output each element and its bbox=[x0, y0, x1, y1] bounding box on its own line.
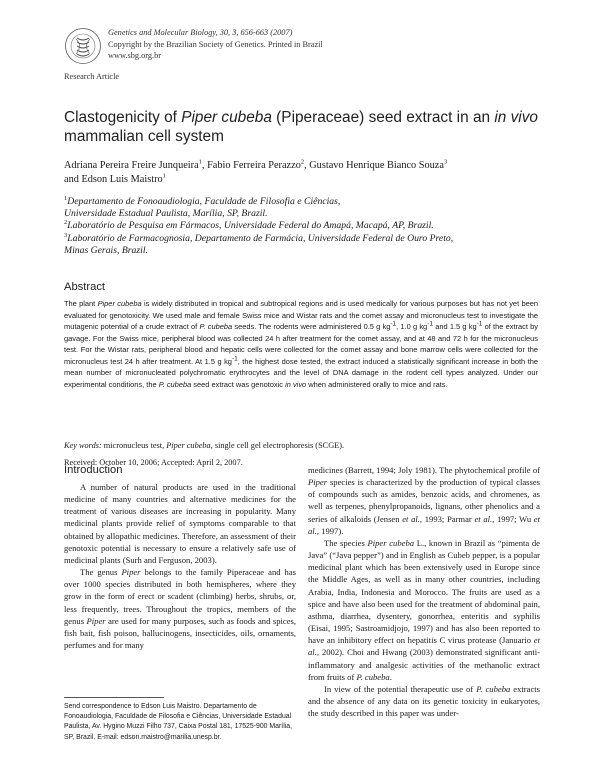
journal-copyright: Copyright by the Brazilian Society of Genetics. Printed in Brazil bbox=[108, 39, 323, 49]
paragraph: The species Piper cubeba L., known in Brazil as “pimenta de Java” (“Java pepper”) and in English as Cubeb pepper, is a popular medicinal plant which has been extensively used in Europe since the Middle Ages, as well as in many other countries, including Arabia, India, Indonesia and Morocco. The fruits are used as a spice and have also been used for the treatment of abdominal pain, asthma, diarrhea, dysentery, gonorrhea, enteritis and syphilis (Eisai, 1995; Sastroamidjojo, 1997) and has also been reported to have an inhibitory effect on hepatitis C virus protease (Januario et al., 2002). Choi and Hwang (2003) demonstrated significant anti-inflammatory and analgesic activities of the methanolic extract from fruits of P. cubeba. bbox=[308, 537, 540, 682]
journal-url: www.sbg.org.br bbox=[108, 51, 162, 60]
body-column-left bbox=[64, 481, 296, 651]
affiliation-2: $^2$Laboratório de Pesquisa em Fármacos, Universidade Federal do Amapá, Macapá, AP, Brazil. bbox=[64, 219, 434, 232]
paragraph: A number of natural products are used in the traditional medicine of many countries and alternative medicines for the treatment of various diseases are increasing in popularity. Many medicinal plants provide relief of symptoms comparable to that obtained by allopathic medicines. Therefore, an assessment of their genotoxic potential is necessary to ensure a relatively safe use of medicinal plants (Surh and Ferguson, 2003). bbox=[64, 482, 296, 565]
journal-header bbox=[108, 27, 323, 62]
body-column-right bbox=[308, 464, 540, 719]
journal-citation: Genetics and Molecular Biology, 30, 3, 656-663 (2007) bbox=[108, 28, 293, 37]
keywords: Key words: micronucleus test, Piper cubeba, single cell gel electrophoresis (SCGE). bbox=[64, 441, 345, 450]
abstract-heading: Abstract bbox=[64, 281, 106, 293]
footnote-divider bbox=[64, 697, 164, 698]
paragraph: In view of the potential therapeutic use of P. cubeba extracts and the absence of any data on its genetic toxicity in eukaryotes, the study described in this paper was under- bbox=[308, 683, 540, 719]
article-title: Clastogenicity of Piper cubeba (Piperaceae) seed extract in an in vivo mammalian cell system bbox=[64, 109, 538, 145]
correspondence-footnote: Send correspondence to Edson Luis Maistro. Departamento de Fonoaudiologia, Faculdade de Filosofia e Ciências, Universidade Estadual Paulista, Av. Hygino Muzzi Filho 737, Caixa Postal 181, 17525-900 Marília, SP, Brazil. E-mail: edson.maistro@marilia.unesp.br. bbox=[64, 703, 293, 741]
article-type: Research Article bbox=[64, 72, 120, 81]
author-list: Adriana Pereira Freire Junqueira$^1$, Fabio Ferreira Perazzo$^2$, Gustavo Henrique Bianco Souza$^3$ and Edson Luis Maistro$^1$ bbox=[64, 158, 448, 185]
affiliations bbox=[64, 196, 544, 257]
journal-logo-icon bbox=[64, 27, 102, 65]
affiliation-1: $^1$Departamento de Fonoaudiologia, Faculdade de Filosofia e Ciências, Universidade Estadual Paulista, Marília, SP, Brazil. bbox=[64, 194, 341, 220]
affiliation-3: $^3$Laboratório de Farmacognosia, Departamento de Farmácia, Universidade Federal de Ouro Preto, Minas Gerais, Brazil. bbox=[64, 231, 454, 256]
paragraph: medicines (Barrett, 1994; Joly 1981). The phytochemical profile of Piper species is characterized by the production of typical classes of compounds such as amides, benzoic acids, and chromenes, as well as terpenes, phenylpropanoids, lignans, other phenolics and a series of alkaloids (Jensen et al., 1993; Parmar et al., 1997; Wu et al., 1997). bbox=[308, 465, 540, 536]
received-dates: Received: October 10, 2006; Accepted: April 2, 2007. bbox=[64, 458, 243, 467]
paragraph: The genus Piper belongs to the family Piperaceae and has over 1000 species distributed in both hemispheres, where they grow in the form of erect or scadent (climbing) herbs, shrubs, or, less frequently, trees. Throughout the tropics, members of the genus Piper are used for many purposes, such as foods and spices, fish bait, fish poison, hallucinogens, insecticides, oils, ornaments, perfumes and for many bbox=[64, 567, 296, 651]
abstract-text: The plant Piper cubeba is widely distributed in tropical and subtropical regions and is used medically for various purposes but has not yet been evaluated for genotoxicity. We used male and female Swiss mice and Wistar rats and the comet assay and micronucleus test to investigate the mutagenic potential of a crude extract of P. cubeba seeds. The rodents were administered 0.5 g $kg^{-1}$, 1.0 g $kg^{-1}$ and 1.5 g $kg^{-1}$ of the extract by gavage. For the Swiss mice, peripheral blood was collected 24 h after treatment for the comet assay, and at 48 and 72 h for the micronucleus test. For the Wistar rats, peripheral blood and hepatic cells were collected for the comet assay and bone marrow cells were collected for the micronucleus test 24 h after treatment. At 1.5 g $kg^{-1}$, the highest dose tested, the extract induced a statistically significant increase in both the mean number of micronucleated polychromatic erythrocytes and the level of DNA damage in the rodent cell types analyzed. Under our experimental conditions, the P. cubeba seed extract was genotoxic in vivo when administered orally to mice and rats. bbox=[64, 299, 539, 389]
introduction-heading: Introduction bbox=[64, 464, 123, 476]
